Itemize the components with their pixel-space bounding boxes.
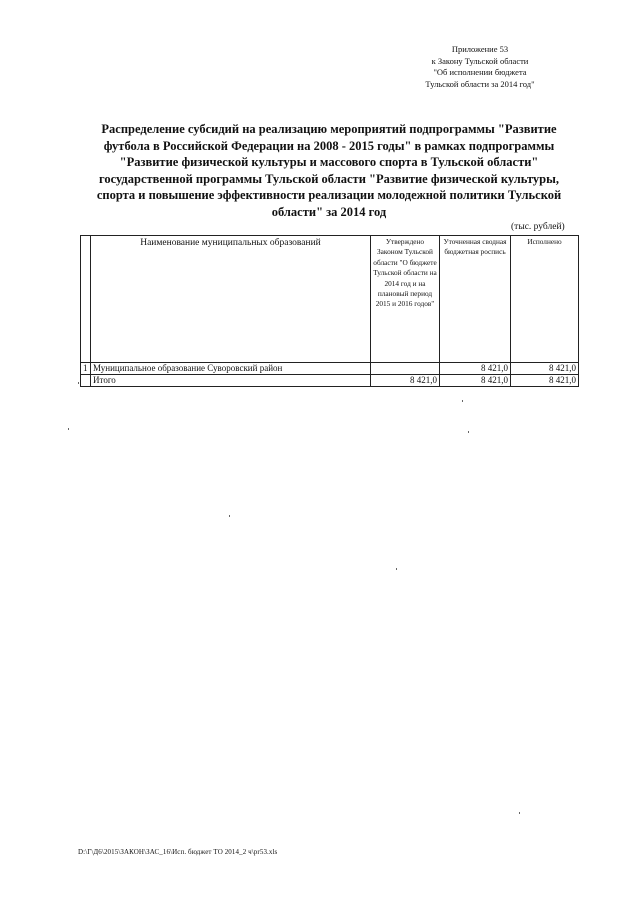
appendix-header	[380, 44, 580, 90]
scan-speck	[78, 382, 79, 384]
total-revised: 8 421,0	[440, 375, 511, 387]
appendix-line-4: Тульской области за 2014 год"	[425, 78, 535, 89]
total-number-cell	[81, 375, 91, 387]
header-revised: Уточненная сводная бюджетная роспись	[440, 236, 511, 363]
table-header-row	[81, 236, 579, 363]
appendix-line-3: "Об исполнении бюджета	[433, 67, 527, 77]
row-executed: 8 421,0	[511, 363, 579, 375]
table-total-row	[81, 375, 579, 387]
file-path: D:\Г\Д6\2015\ЗАКОН\ЗАС_16\Исп. бюджет ТО 2014_2 ч\pr53.xls	[78, 848, 278, 856]
total-executed: 8 421,0	[511, 375, 579, 387]
table-row	[81, 363, 579, 375]
scan-speck	[468, 431, 469, 433]
total-label: Итого	[91, 375, 371, 387]
appendix-line-2: к Закону Тульской области	[431, 55, 529, 66]
document-title: Распределение субсидий на реализацию мероприятий подпрограммы "Развитие футбола в Российской Федерации на 2008 - 2015 годы" в рамках подпрограммы "Развитие физической культуры и массового спорта в Тульской области" государственной программы Тульской области "Развитие физической культуры, спорта и повышение эффективности реализации молодежной политики Тульской области" за 2014 год	[96, 122, 562, 219]
header-number-cell	[81, 236, 91, 363]
appendix-line-1: Приложение 53	[451, 44, 509, 54]
scan-speck	[396, 568, 397, 570]
header-approved: Утверждено Законом Тульской области "О бюджете Тульской области на 2014 год и на плановый период 2015 и 2016 годов"	[371, 236, 440, 363]
scan-speck	[519, 812, 520, 814]
subsidy-table	[80, 235, 579, 387]
row-approved	[371, 363, 440, 375]
total-approved: 8 421,0	[371, 375, 440, 387]
units-label: (тыс. рублей)	[511, 222, 565, 232]
scan-speck	[229, 515, 230, 517]
row-revised: 8 421,0	[440, 363, 511, 375]
row-name: Муниципальное образование Суворовский район	[91, 363, 371, 375]
scan-speck	[68, 428, 69, 430]
scan-speck	[462, 400, 463, 402]
header-executed: Исполнено	[511, 236, 579, 363]
row-number: 1	[81, 363, 91, 375]
header-name: Наименование муниципальных образований	[91, 236, 371, 363]
